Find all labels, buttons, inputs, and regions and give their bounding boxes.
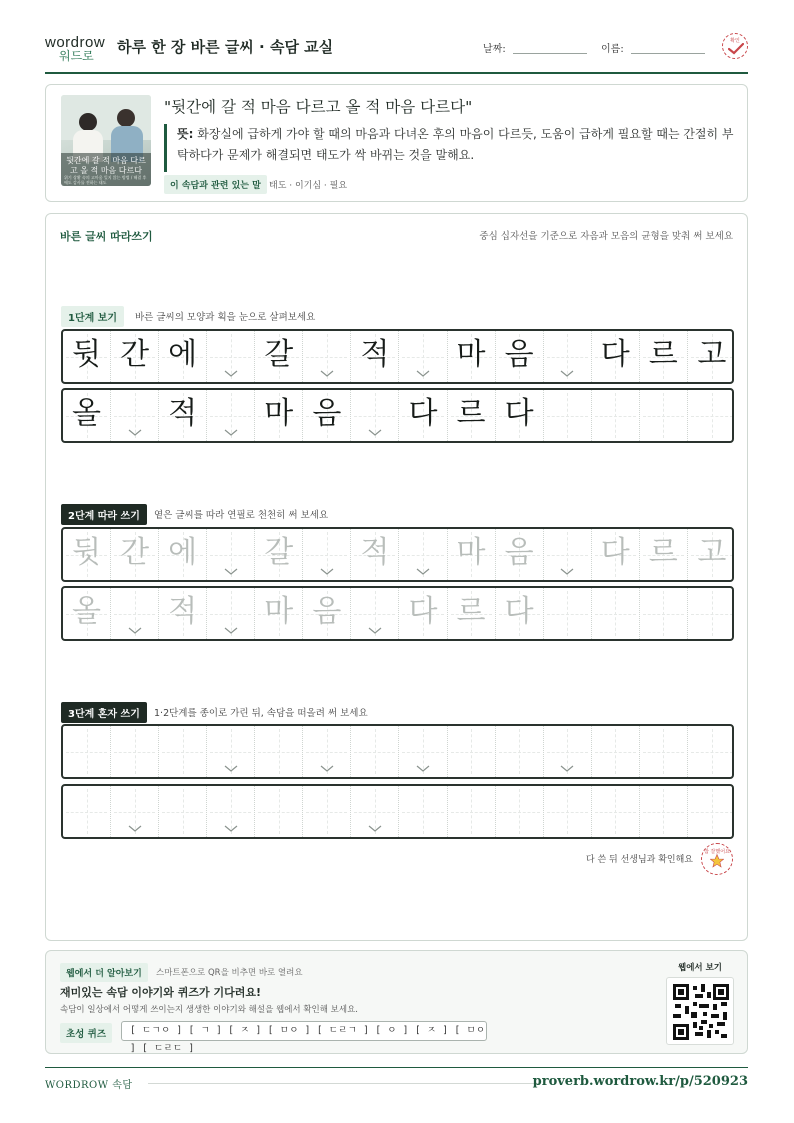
grid-cell (448, 390, 496, 441)
step1-row2 (61, 388, 734, 443)
grid-cell[interactable] (640, 786, 688, 837)
grid-cell[interactable] (688, 786, 734, 837)
learn-more-description: 속담이 일상에서 어떻게 쓰이는지 생생한 이야기와 해설을 웹에서 확인해 보세요. (60, 1005, 358, 1015)
grid-cell[interactable] (688, 726, 734, 777)
word-space-icon (416, 765, 430, 773)
word-space-icon (224, 429, 238, 437)
grid-cell (351, 331, 399, 382)
page-title: 하루 한 장 바른 글씨 · 속담 교실 (117, 38, 334, 56)
word-space-icon (224, 825, 238, 833)
grid-character: 르 (648, 337, 678, 372)
grid-cell[interactable] (592, 588, 640, 639)
word-space-icon (416, 370, 430, 378)
grid-character: 에 (168, 337, 198, 372)
logo-wordmark: wordrow (45, 34, 106, 51)
learn-more-label: 웹에서 더 알아보기 (60, 963, 148, 982)
checkmark-icon (728, 43, 744, 55)
grid-cell[interactable] (207, 786, 255, 837)
grid-cell[interactable] (255, 726, 303, 777)
grid-character: 마 (456, 337, 486, 372)
check-stamp (722, 33, 748, 59)
grid-character: 다 (504, 594, 534, 629)
grid-cell[interactable] (688, 529, 734, 580)
grid-character: 르 (456, 396, 486, 431)
grid-character: 마 (264, 594, 294, 629)
grid-cell[interactable] (159, 588, 207, 639)
initial-quiz-label: 초성 퀴즈 (60, 1023, 112, 1043)
grid-character: 다 (408, 594, 438, 629)
grid-cell[interactable] (399, 529, 447, 580)
grid-cell[interactable] (207, 588, 255, 639)
word-space-icon (224, 568, 238, 576)
grid-cell (111, 331, 159, 382)
grid-cell[interactable] (63, 786, 111, 837)
grid-cell (255, 390, 303, 441)
step1-badge: 1단계 보기 (61, 306, 124, 327)
grid-character: 적 (168, 396, 198, 431)
qr-code[interactable] (666, 977, 734, 1045)
initial-quiz-answer-box[interactable]: [ ㄷㄱㅇ ] [ ㄱ ] [ ㅈ ] [ ㅁㅇ ] [ ㄷㄹㄱ ] [ ㅇ ] [ ㅈ ] [ ㅁㅇ ] [ ㄷㄹㄷ ] (121, 1021, 487, 1041)
step2-row1[interactable] (61, 527, 734, 582)
grid-cell (111, 390, 159, 441)
grid-cell[interactable] (351, 588, 399, 639)
grid-cell[interactable] (303, 588, 351, 639)
grid-character: 갈 (264, 337, 294, 372)
grid-cell (496, 390, 544, 441)
step2-description: 옅은 글씨를 따라 연필로 천천히 써 보세요 (154, 510, 329, 521)
grid-character: 마 (456, 535, 486, 570)
grid-character: 음 (312, 594, 342, 629)
grid-cell[interactable] (448, 588, 496, 639)
grid-cell[interactable] (255, 588, 303, 639)
grid-cell (159, 390, 207, 441)
step3-badge: 3단계 혼자 쓰기 (61, 702, 147, 723)
related-words-label: 이 속담과 관련 있는 말 (164, 175, 267, 194)
grid-cell[interactable] (111, 588, 159, 639)
qr-code-icon (673, 984, 729, 1040)
grid-cell (640, 390, 688, 441)
step1-row1 (61, 329, 734, 384)
grid-cell[interactable] (640, 726, 688, 777)
grid-cell[interactable] (448, 726, 496, 777)
grid-character: 고 (697, 337, 727, 372)
grid-character: 뒷 (72, 535, 102, 570)
good-job-stamp (701, 843, 733, 875)
word-space-icon (560, 568, 574, 576)
grid-cell (544, 331, 592, 382)
grid-character: 다 (504, 396, 534, 431)
check-stamp-text: 확인 (730, 38, 740, 44)
word-space-icon (128, 627, 142, 635)
grid-cell[interactable] (496, 786, 544, 837)
grid-cell[interactable] (448, 529, 496, 580)
grid-character: 다 (600, 337, 630, 372)
name-label: 이름: (601, 44, 624, 55)
grid-cell[interactable] (159, 529, 207, 580)
grid-cell[interactable] (207, 529, 255, 580)
grid-character: 적 (360, 535, 390, 570)
word-space-icon (320, 370, 334, 378)
proverb-text: "뒷간에 갈 적 마음 다르고 올 적 마음 다르다" (164, 98, 473, 116)
word-space-icon (224, 765, 238, 773)
practice-hint: 중심 십자선을 기준으로 자음과 모음의 균형을 맞춰 써 보세요 (479, 231, 733, 242)
good-job-stamp-text: 참 잘했어요 (704, 849, 730, 855)
footer-brand: WORDROW 속담 (45, 1080, 133, 1091)
grid-cell[interactable] (111, 726, 159, 777)
meaning-text: 화장실에 급하게 가야 할 때의 마음과 다녀온 후의 마음이 다르듯, 도움이 급하게 필요할 때는 간절히 부탁하다가 문제가 해결되면 태도가 싹 바뀌는 것을 말해요. (177, 127, 734, 162)
grid-character: 간 (120, 337, 150, 372)
grid-character: 다 (600, 535, 630, 570)
grid-cell[interactable] (640, 588, 688, 639)
grid-character: 적 (360, 337, 390, 372)
grid-cell[interactable] (399, 786, 447, 837)
grid-cell (688, 390, 734, 441)
date-label: 날짜: (483, 44, 506, 55)
grid-cell[interactable] (159, 726, 207, 777)
word-space-icon (320, 765, 334, 773)
grid-cell (544, 390, 592, 441)
footer-rule (148, 1083, 538, 1084)
grid-cell[interactable] (351, 726, 399, 777)
grid-character: 올 (72, 396, 102, 431)
grid-cell[interactable] (496, 726, 544, 777)
word-space-icon (416, 568, 430, 576)
grid-cell (207, 331, 255, 382)
grid-cell (496, 331, 544, 382)
grid-cell (207, 390, 255, 441)
word-space-icon (224, 370, 238, 378)
learn-more-section (45, 950, 748, 1054)
qr-hint: 스마트폰으로 QR을 비추면 바로 열려요 (156, 968, 303, 978)
grid-character: 음 (312, 396, 342, 431)
logo-korean: 워드로 (59, 49, 94, 63)
grid-cell[interactable] (592, 726, 640, 777)
grid-character: 갈 (264, 535, 294, 570)
grid-cell[interactable] (544, 786, 592, 837)
grid-cell[interactable] (303, 726, 351, 777)
word-space-icon (368, 429, 382, 437)
grid-cell[interactable] (544, 588, 592, 639)
grid-character: 고 (697, 535, 727, 570)
handwriting-practice-panel (45, 213, 748, 941)
word-space-icon (320, 568, 334, 576)
grid-character: 르 (456, 594, 486, 629)
step2-row2[interactable] (61, 586, 734, 641)
proverb-illustration[interactable] (61, 95, 151, 186)
grid-cell (255, 331, 303, 382)
grid-cell[interactable] (592, 529, 640, 580)
step1-description: 바른 글씨의 모양과 획을 눈으로 살펴보세요 (135, 312, 316, 323)
grid-cell[interactable] (448, 786, 496, 837)
grid-cell[interactable] (399, 588, 447, 639)
grid-cell[interactable] (111, 529, 159, 580)
grid-cell[interactable] (544, 529, 592, 580)
grid-cell (63, 331, 111, 382)
grid-cell (303, 331, 351, 382)
grid-cell (399, 390, 447, 441)
proverb-card (45, 84, 748, 202)
word-space-icon (368, 627, 382, 635)
grid-character: 간 (120, 535, 150, 570)
grid-cell (640, 331, 688, 382)
proverb-meaning (164, 124, 734, 172)
grid-cell[interactable] (592, 786, 640, 837)
grid-cell (592, 331, 640, 382)
grid-cell[interactable] (159, 786, 207, 837)
grid-character: 다 (408, 396, 438, 431)
footer-divider (45, 1067, 748, 1068)
grid-cell (448, 331, 496, 382)
practice-title: 바른 글씨 따라쓰기 (60, 230, 153, 243)
grid-cell[interactable] (63, 726, 111, 777)
grid-character: 르 (648, 535, 678, 570)
word-space-icon (128, 429, 142, 437)
grid-cell[interactable] (303, 529, 351, 580)
grid-cell[interactable] (303, 786, 351, 837)
step2-badge: 2단계 따라 쓰기 (61, 504, 147, 525)
grid-cell[interactable] (544, 726, 592, 777)
step3-row2[interactable] (61, 784, 734, 839)
word-space-icon (560, 370, 574, 378)
grid-cell[interactable] (63, 529, 111, 580)
grid-cell (399, 331, 447, 382)
illustration-title: 뒷간에 갈 적 마음 다르고 올 적 마음 다르다 (66, 156, 146, 175)
word-space-icon (560, 765, 574, 773)
qr-label: 웹에서 보기 (678, 963, 723, 973)
grid-character: 마 (264, 396, 294, 431)
grid-character: 음 (504, 535, 534, 570)
grid-cell (159, 331, 207, 382)
grid-cell[interactable] (640, 529, 688, 580)
step3-row1[interactable] (61, 724, 734, 779)
grid-cell (303, 390, 351, 441)
page-header (45, 30, 748, 74)
word-space-icon (224, 627, 238, 635)
date-field[interactable] (513, 53, 587, 54)
teacher-check-note: 다 쓴 뒤 선생님과 확인해요 (585, 855, 693, 865)
grid-cell[interactable] (207, 726, 255, 777)
grid-cell[interactable] (111, 786, 159, 837)
grid-character: 올 (72, 594, 102, 629)
learn-more-headline: 재미있는 속담 이야기와 퀴즈가 기다려요! (60, 986, 261, 999)
grid-cell (688, 331, 734, 382)
grid-character: 뒷 (72, 337, 102, 372)
grid-cell[interactable] (351, 529, 399, 580)
grid-character: 에 (168, 535, 198, 570)
grid-cell[interactable] (496, 588, 544, 639)
meaning-label: 뜻: (177, 127, 194, 141)
word-space-icon (128, 825, 142, 833)
star-icon (710, 854, 724, 868)
grid-cell[interactable] (255, 786, 303, 837)
grid-cell[interactable] (255, 529, 303, 580)
grid-cell (592, 390, 640, 441)
related-words: 태도 · 이기심 · 필요 (269, 181, 348, 191)
grid-cell (63, 390, 111, 441)
grid-cell[interactable] (351, 786, 399, 837)
grid-character: 음 (504, 337, 534, 372)
grid-character: 적 (168, 594, 198, 629)
word-space-icon (368, 825, 382, 833)
grid-cell[interactable] (63, 588, 111, 639)
footer-url[interactable]: proverb.wordrow.kr/p/520923 (532, 1074, 748, 1089)
illustration-caption: 위기 상황 속의 고마움 잊지 않는 방법 / 해결 후에도 감사를 전하는 태도 (64, 175, 147, 185)
name-field[interactable] (631, 53, 705, 54)
grid-cell (351, 390, 399, 441)
grid-cell[interactable] (496, 529, 544, 580)
grid-cell[interactable] (399, 726, 447, 777)
step3-description: 1·2단계를 종이로 가린 뒤, 속담을 떠올려 써 보세요 (154, 708, 368, 719)
grid-cell[interactable] (688, 588, 734, 639)
wordrow-logo[interactable] (45, 34, 107, 64)
